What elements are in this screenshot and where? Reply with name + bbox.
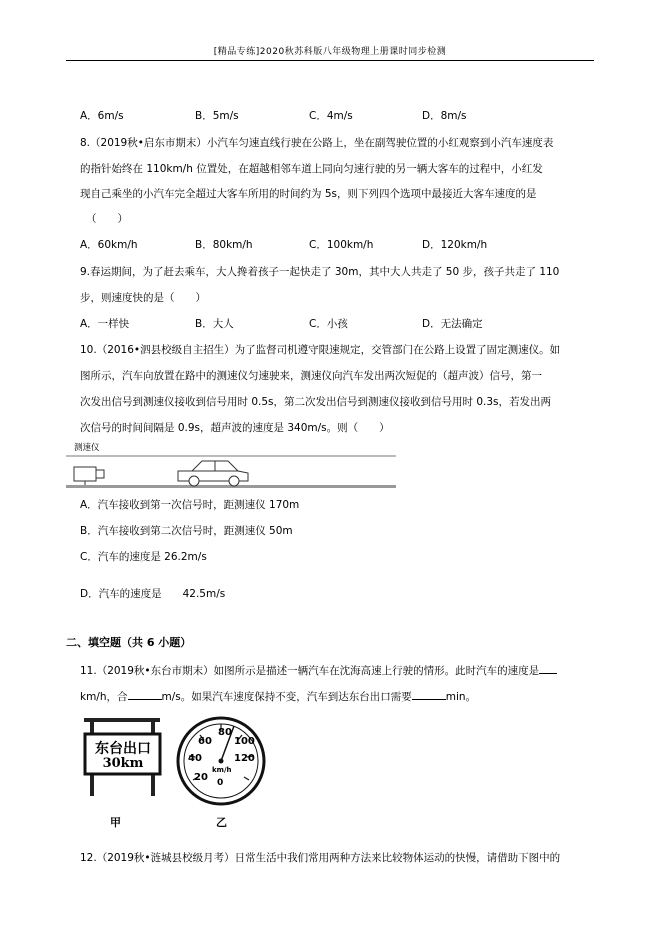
q9-option-a: A．一样快: [80, 318, 130, 330]
q7-option-c: C．4m/s: [309, 110, 353, 122]
q11-text-line-2: [80, 689, 476, 704]
q10-option-c: C．汽车的速度是 26.2m/s: [80, 551, 207, 563]
speed-camera-icon: [74, 467, 104, 485]
q10-text-line-4: 次信号的时间间隔是 0.9s，超声波的速度是 340m/s。则（ ）: [80, 422, 390, 434]
q10-option-d: D．汽车的速度是 42.5m/s: [80, 588, 226, 600]
q10-text-line-3: 次发出信号到测速仪接收到信号用时 0.5s，第二次发出信号到测速仪接收到信号用时 0.3s，若发出两: [80, 396, 552, 408]
q9-option-d: D．无法确定: [422, 318, 483, 330]
answer-blank-ms[interactable]: [128, 689, 162, 700]
q7-option-a: A．6m/s: [80, 110, 124, 122]
speed-camera-label: 测速仪: [74, 443, 100, 453]
q8-text-line-4: （ ）: [86, 213, 128, 225]
figure-label-b: 乙: [216, 816, 227, 829]
q10-option-b: B．汽车接收到第二次信号时，距测速仪 50m: [80, 525, 293, 537]
speedometer-figure: [176, 716, 266, 806]
speedo-label-120: 120: [234, 753, 255, 764]
q11-text-line-1: [80, 663, 557, 678]
q8-option-d: D．120km/h: [422, 239, 488, 251]
speedo-label-100: 100: [234, 736, 255, 747]
q7-option-d: D．8m/s: [422, 110, 467, 122]
q10-text-line-1: 10.（2016•泗县校级自主招生）为了监督司机遵守限速规定，交管部门在公路上设置了固定测速仪。如: [80, 344, 561, 356]
q10-figure: [66, 441, 396, 489]
q11-text-part: m/s。如果汽车速度保持不变，汽车到达东台出口需要: [161, 691, 412, 703]
answer-blank-min[interactable]: [412, 689, 446, 700]
q7-options: [80, 108, 600, 122]
q9-option-c: C．小孩: [309, 318, 348, 330]
sign-destination: 东台出口: [95, 741, 151, 757]
q10-option-a: A．汽车接收到第一次信号时，距测速仪 170m: [80, 499, 300, 511]
q9-options: [80, 316, 600, 330]
q9-option-b: B．大人: [195, 318, 234, 330]
page-header: [精品专练]2020秋苏科版八年级物理上册课时同步检测: [213, 47, 447, 57]
section-title: 二、填空题（共 6 小题）: [66, 636, 192, 649]
q8-option-a: A．60km/h: [80, 239, 138, 251]
q9-text-line-2: 步，则速度快的是（ ）: [80, 292, 206, 304]
q8-option-b: B．80km/h: [195, 239, 253, 251]
q7-option-b: B．5m/s: [195, 110, 239, 122]
q10-text-line-2: 图所示，汽车向放置在路中的测速仪匀速驶来，测速仪向汽车发出两次短促的（超声波）信号，第一: [80, 370, 542, 382]
speedo-zero: 0: [217, 778, 224, 788]
q8-option-c: C．100km/h: [309, 239, 374, 251]
car-icon: [178, 461, 248, 486]
header-divider: [66, 60, 594, 61]
sign-distance: 30km: [102, 756, 144, 771]
q9-text-line-1: 9.春运期间，为了赶去乘车，大人搀着孩子一起快走了 30m，其中大人共走了 50 步，孩子共走了 110: [80, 266, 560, 278]
speedo-label-20: 20: [194, 772, 208, 783]
speedo-label-60: 60: [198, 736, 212, 747]
figure-label-a: 甲: [110, 816, 121, 829]
q11-text-part: km/h，合: [80, 691, 128, 703]
speedo-label-40: 40: [188, 753, 202, 764]
q8-text-line-1: 8.（2019秋•启东市期末）小汽车匀速直线行驶在公路上，坐在副驾驶位置的小红观察到小汽车速度表: [80, 137, 554, 149]
speedo-unit: km/h: [212, 766, 232, 774]
q11-text-part: 11.（2019秋•东台市期末）如图所示是描述一辆汽车在沈海高速上行驶的情形。此时汽车的速度是: [80, 665, 540, 677]
q11-text-part: min。: [445, 691, 477, 703]
q8-options: [80, 237, 600, 251]
speed-camera-diagram: [66, 441, 396, 489]
speedo-label-80: 80: [218, 727, 232, 738]
q8-text-line-3: 现自己乘坐的小汽车完全超过大客车所用的时间约为 5s，则下列四个选项中最接近大客车速度的是: [80, 188, 537, 200]
highway-sign-figure: [82, 716, 182, 796]
q8-text-line-2: 的指针始终在 110km/h 位置处，在超越相邻车道上同向匀速行驶的另一辆大客车的过程中，小红发: [80, 163, 543, 175]
answer-blank-speed[interactable]: [539, 663, 557, 674]
q12-text-line-1: 12.（2019秋•涟城县校级月考）日常生活中我们常用两种方法来比较物体运动的快慢，请借助下图中的: [80, 852, 561, 864]
